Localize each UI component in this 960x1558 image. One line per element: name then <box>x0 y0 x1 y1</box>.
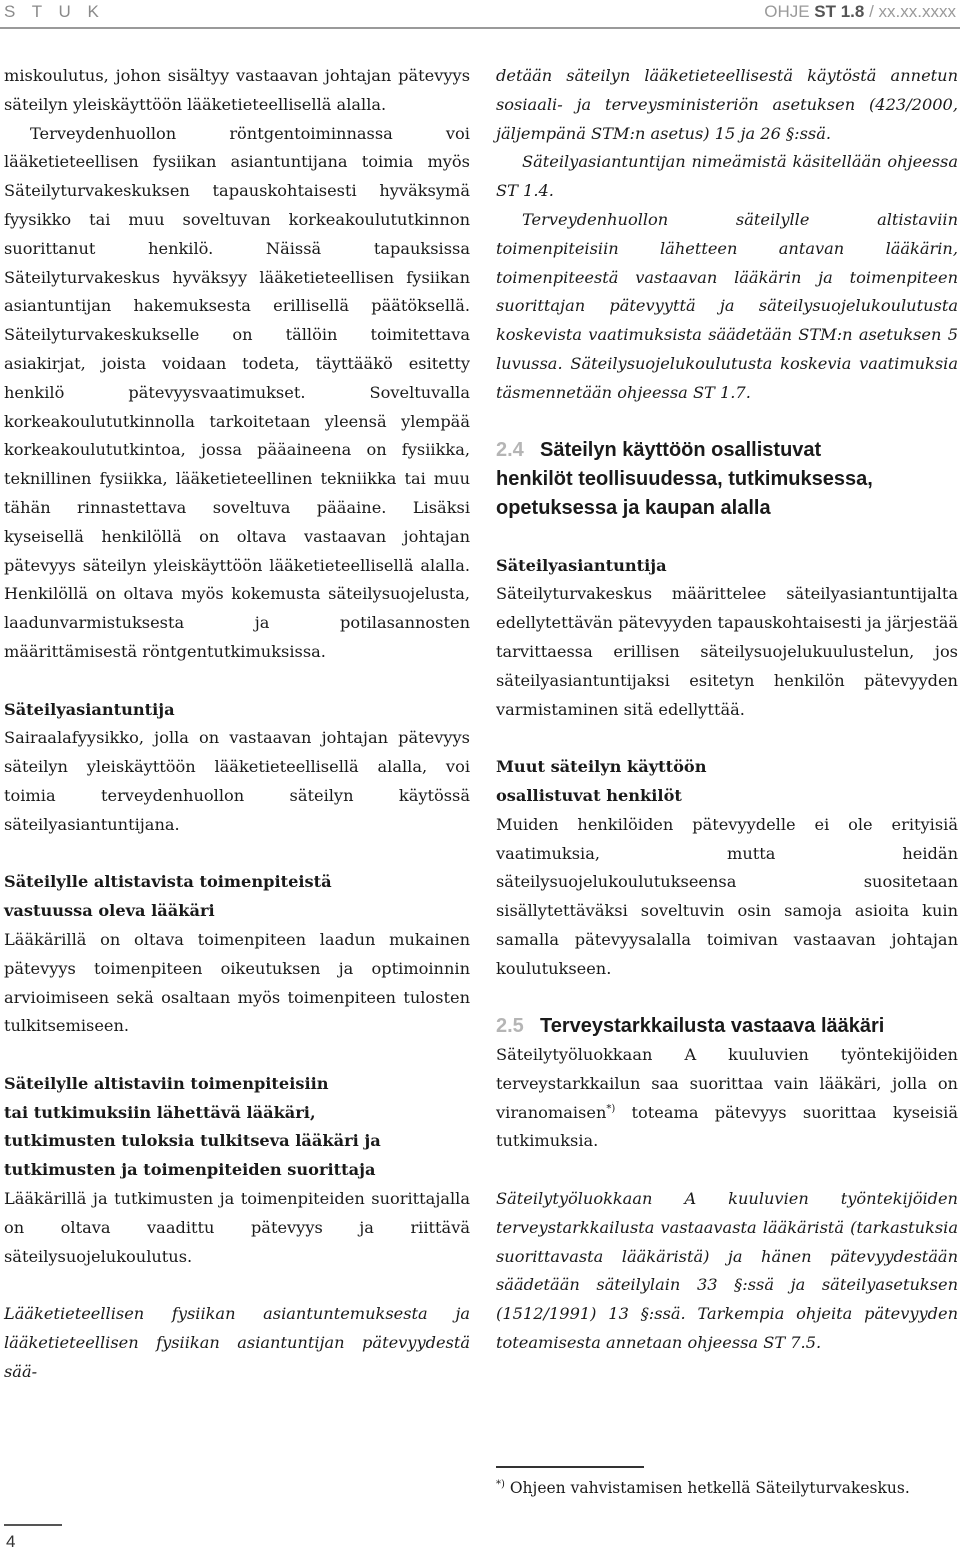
header-guide-date: / xx.xx.xxxx <box>864 2 956 21</box>
paragraph: Lääkärillä on oltava toimenpiteen laadun mukainen pätevyys toimenpiteen oikeutuksen ja optimoinnin arvioimiseen sekä osaltaan myös toimenpiteen tulosten tulkitsemiseen. <box>4 929 470 1036</box>
section-title-line: opetuksessa ja kaupan alalla <box>496 496 771 519</box>
footnote-reference: *) <box>606 1103 616 1115</box>
paragraph-text: toteama pätevyys suorittaa kyseisiä tutkimuksia. <box>496 1102 958 1151</box>
section-heading-2-5 <box>496 1012 958 1041</box>
footnote-mark: *) <box>496 1478 505 1490</box>
italic-note: Säteilytyöluokkaan A kuuluvien työntekijöiden terveystarkkailusta vastaavasta lääkäristä (tarkastuksia suorittavasta lääkäristä) ja hänen pätevyydestään säädetään säteilylain 33 §:ssä ja säteilyasetuksen (1512/1991) 13 §:ssä. Tarkempia ohjeita pätevyyden toteamisesta annetaan ohjeessa ST 7.5. <box>496 1189 958 1353</box>
paragraph-text: Säteilytyöluokkaan A kuuluvien työntekijöiden terveystarkkailun saa suorittaa vain lääkäri, jolla on viranomaisen <box>496 1045 958 1122</box>
right-column <box>496 62 958 1358</box>
section-number: 2.5 <box>496 1015 524 1038</box>
section-title: Terveystarkkailusta vastaava lääkäri <box>540 1015 885 1038</box>
page-number-rule <box>4 1524 62 1526</box>
section-heading-2-4 <box>496 436 958 522</box>
subheading-line: osallistuvat henkilöt <box>496 785 682 805</box>
header-guide-id <box>764 2 956 22</box>
subheading-line: Säteilylle altistaviin toimenpiteisiin <box>4 1073 329 1093</box>
section-number: 2.4 <box>496 439 524 462</box>
paragraph: Terveydenhuollon röntgentoiminnassa voi lääketieteellisen fysiikan asiantuntijana toimia myös Säteilyturvakeskuksen tapauskohtaisesti hyväksymä fyysikko tai muu soveltuvan korkeakoulututkinnon suorittanut henkilö. Näissä tapauksissa Säteilyturvakeskus hyväksyy lääketieteellisen fysiikan asiantuntijan hakemuksesta erillisellä päätöksellä. Säteilyturvakeskukselle on tällöin toimitettava asiakirjat, joista voidaan todeta, täyttääkö esitetty henkilö pätevyysvaatimukset. Soveltuvalla korkeakoulututkinnolla tarkoitetaan yleensä ylempää korkeakoulututkintoa, jossa pääaineena on fysiikka, teknillinen fysiikka, lääketieteellinen tekniikka tai muu tähän rinnastettava soveltuva pääaine. Lisäksi kyseisellä henkilöllä on oltava vastaavan johtajan pätevyys säteilyn yleiskäyttöön lääketieteellisellä alalla. Henkilöllä on oltava myös kokemusta säteilysuojelusta, laadunvarmistuksesta ja potilasannosten määrittämisestä röntgentutkimuksissa. <box>4 123 470 661</box>
page-header <box>0 0 960 26</box>
subheading: Säteilyasiantuntija <box>496 555 667 575</box>
subheading-line: tai tutkimuksiin lähettävä lääkäri, <box>4 1102 316 1122</box>
subheading-line: tutkimusten tuloksia tulkitseva lääkäri ja <box>4 1131 381 1151</box>
section-title-line: henkilöt teollisuudessa, tutkimuksessa, <box>496 468 873 491</box>
paragraph: Säteilyturvakeskus määrittelee säteilyasiantuntijalta edellytettävän pätevyyden tapauskohtaisesti ja järjestää tarvittaessa erillisen säteilysuojelukuulustelun, jos säteilyasiantuntijaksi esitetyn henkilön pätevyyden varmistaminen sitä edellyttää. <box>496 584 958 719</box>
paragraph: Muiden henkilöiden pätevyydelle ei ole erityisiä vaatimuksia, mutta heidän säteilysuojelukoulutukseensa suositetaan sisällytettäväksi soveltuvin osin samoja asioita kuin samalla pätevyysalalla toimivan vastaavan johtajan koulutukseen. <box>496 814 958 978</box>
page-number: 4 <box>6 1532 16 1551</box>
subheading: Säteilyasiantuntija <box>4 699 175 719</box>
header-guide-code: ST 1.8 <box>814 2 865 21</box>
header-guide-prefix: OHJE <box>764 2 815 21</box>
section-title-line: Säteilyn käyttöön osallistuvat <box>540 439 822 462</box>
left-column <box>4 62 470 1387</box>
footnote-rule <box>496 1466 644 1468</box>
italic-note: Lääketieteellisen fysiikan asiantuntemuksesta ja lääketieteellisen fysiikan asiantuntijan pätevyydestä sää- <box>4 1304 470 1381</box>
header-rule <box>0 27 960 29</box>
header-publisher: S T U K <box>4 2 105 21</box>
paragraph <box>496 1041 958 1156</box>
italic-note: Säteilyasiantuntijan nimeämistä käsitellään ohjeessa ST 1.4. <box>496 152 958 201</box>
paragraph: Sairaalafyysikko, jolla on vastaavan johtajan pätevyys säteilyn yleiskäyttöön lääketieteellisellä alalla, voi toimia terveydenhuollon säteilyn käytössä säteilyasiantuntijana. <box>4 728 470 834</box>
paragraph: miskoulutus, johon sisältyy vastaavan johtajan pätevyys säteilyn yleiskäyttöön lääketieteellisellä alalla. <box>4 66 470 114</box>
italic-note: Terveydenhuollon säteilylle altistaviin toimenpiteisiin lähetteen antavan lääkärin, toimenpiteestä vastaavan lääkärin ja toimenpiteen suorittajan pätevyyttä ja säteilysuojelukoulutusta koskevista vaatimuksista säädetään STM:n asetuksen 5 luvussa. Säteilysuojelukoulutusta koskevia vaatimuksia täsmennetään ohjeessa ST 1.7. <box>496 209 958 402</box>
subheading-line: vastuussa oleva lääkäri <box>4 901 215 921</box>
subheading-line: Muut säteilyn käyttöön <box>496 757 707 777</box>
subheading-line: tutkimusten ja toimenpiteiden suorittaja <box>4 1160 376 1180</box>
footnote-text: Ohjeen vahvistamisen hetkellä Säteilyturvakeskus. <box>504 1479 910 1497</box>
italic-note: detään säteilyn lääketieteellisestä käytöstä annetun sosiaali- ja terveysministeriön asetuksen (423/2000, jäljempänä STM:n asetus) 15 ja 26 §:ssä. <box>496 66 958 143</box>
paragraph: Lääkärillä ja tutkimusten ja toimenpiteiden suorittajalla on oltava vaadittu pätevyys ja riittävä säteilysuojelukoulutus. <box>4 1189 470 1266</box>
footnote <box>496 1476 910 1500</box>
subheading-line: Säteilylle altistavista toimenpiteistä <box>4 872 332 892</box>
